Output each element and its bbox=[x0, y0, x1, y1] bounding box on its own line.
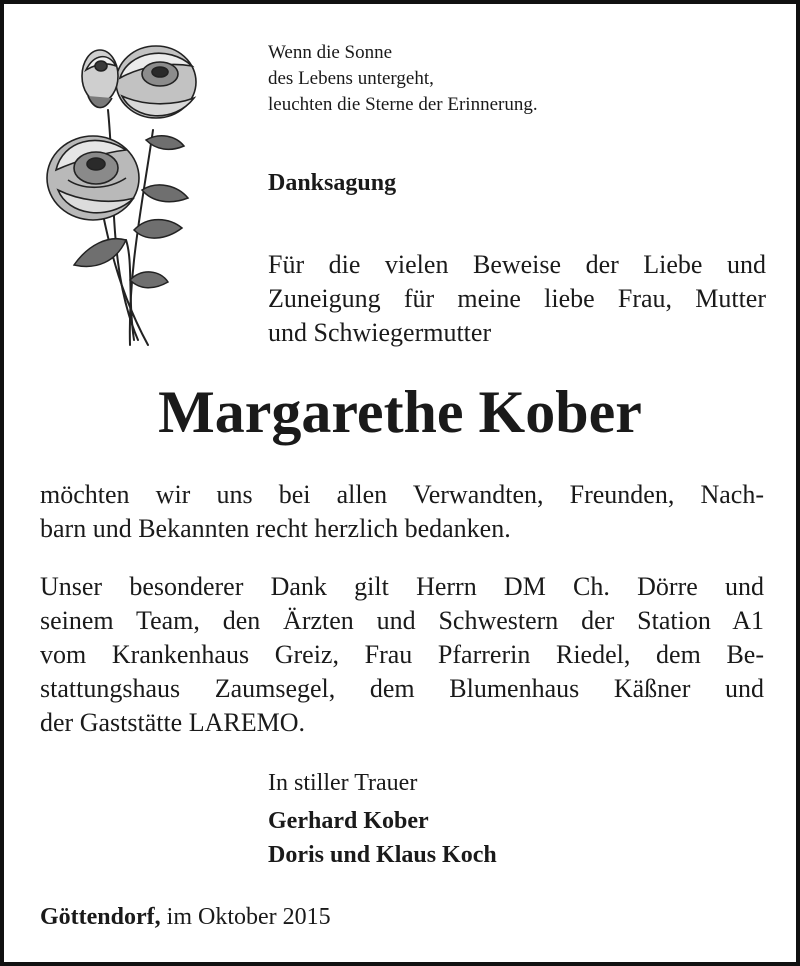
intro-line: Für die vielen Beweise der Liebe und bbox=[268, 250, 766, 279]
place-name: Göttendorf, bbox=[40, 904, 161, 930]
motto-line: Wenn die Sonne bbox=[268, 42, 393, 63]
thanks-paragraph-2 bbox=[40, 570, 764, 740]
paragraph-line: vom Krankenhaus Greiz, Frau Pfarrerin Riedel, dem Be- bbox=[40, 640, 764, 669]
intro-line: Zuneigung für meine liebe Frau, Mutter bbox=[268, 284, 766, 313]
paragraph-line: seinem Team, den Ärzten und Schwestern der Station A1 bbox=[40, 606, 764, 635]
roses-icon bbox=[38, 40, 208, 350]
signer-name: Doris und Klaus Koch bbox=[268, 842, 497, 868]
intro-text bbox=[268, 248, 766, 350]
date-text: im Oktober 2015 bbox=[166, 904, 331, 930]
motto-verse bbox=[268, 40, 538, 118]
place-date-line bbox=[40, 904, 331, 931]
signoff-phrase: In stiller Trauer bbox=[268, 770, 418, 796]
paragraph-line: barn und Bekannten recht herzlich bedanken. bbox=[40, 514, 511, 543]
motto-line: des Lebens untergeht, bbox=[268, 68, 434, 89]
paragraph-line: Unser besonderer Dank gilt Herrn DM Ch. Dörre und bbox=[40, 572, 764, 601]
thanks-paragraph-1 bbox=[40, 478, 764, 546]
signoff bbox=[268, 766, 497, 872]
signer-name: Gerhard Kober bbox=[268, 808, 429, 834]
paragraph-line: möchten wir uns bei allen Verwandten, Freunden, Nach- bbox=[40, 480, 764, 509]
deceased-name: Margarethe Kober bbox=[158, 379, 642, 445]
paragraph-line: stattungshaus Zaumsegel, dem Blumenhaus Käßner und bbox=[40, 674, 764, 703]
heading-danksagung: Danksagung bbox=[268, 170, 397, 196]
paragraph-line: der Gaststätte LAREMO. bbox=[40, 708, 306, 737]
motto-line: leuchten die Sterne der Erinnerung. bbox=[268, 94, 538, 115]
intro-line: und Schwiegermutter bbox=[268, 318, 492, 347]
